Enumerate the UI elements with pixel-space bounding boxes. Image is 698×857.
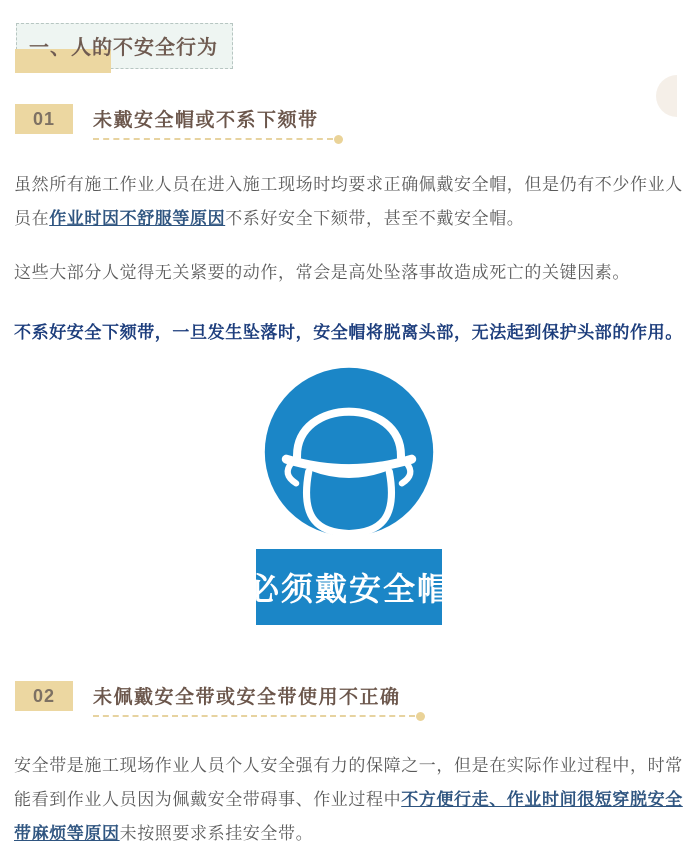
section-title-wrap — [93, 104, 319, 140]
article-content — [0, 104, 698, 851]
text-run: 未按照要求系挂安全带。 — [119, 824, 314, 843]
paragraph-emphasis-navy: 不系好安全下颏带，一旦发生坠落时，安全帽将脱离头部，无法起到保护头部的作用。 — [14, 323, 683, 342]
dashed-underline — [93, 715, 415, 717]
paragraph — [14, 168, 686, 236]
sign-label-plate: 必须戴安全帽 — [256, 549, 442, 625]
header-dashed-box — [16, 23, 233, 69]
underline-dot — [334, 135, 343, 144]
paragraph — [14, 749, 686, 851]
section-title: 未戴安全帽或不系下颏带 — [93, 110, 319, 131]
dashed-underline — [93, 138, 333, 140]
underline-dot — [416, 712, 425, 721]
page-title: 一、人的不安全行为 — [29, 37, 218, 59]
text-run: 虽然所有施工作业人员在进入施工现场时均要求正确佩戴安全帽，但是仍有不少作业人员在 — [14, 175, 683, 228]
page-header — [16, 23, 233, 69]
paragraph: 这些大部分人觉得无关紧要的动作，常会是高处坠落事故造成死亡的关键因素。 — [14, 263, 630, 282]
emphasis-underline-text: 作业时因不舒服等原因 — [49, 209, 226, 228]
text-run: 不系好安全下颏带，甚至不戴安全帽。 — [225, 209, 525, 228]
safety-sign-image — [247, 366, 452, 625]
section-02-header — [15, 681, 698, 717]
section-number-badge: 02 — [15, 681, 73, 711]
section-title: 未佩戴安全带或安全带使用不正确 — [93, 687, 401, 708]
emphasis-underline-text: 不方便行走、作业时间很短穿脱安全带麻烦等原因 — [14, 790, 683, 843]
section-number-badge: 01 — [15, 104, 73, 134]
section-title-wrap — [93, 681, 401, 717]
text-run: 安全带是施工现场作业人员个人安全强有力的保障之一，但是在实际作业过程中，时常能看到作业人员因为佩戴安全带碍事、作业过程中 — [14, 756, 683, 809]
helmet-head-icon — [259, 366, 439, 538]
section-01-header — [15, 104, 698, 140]
